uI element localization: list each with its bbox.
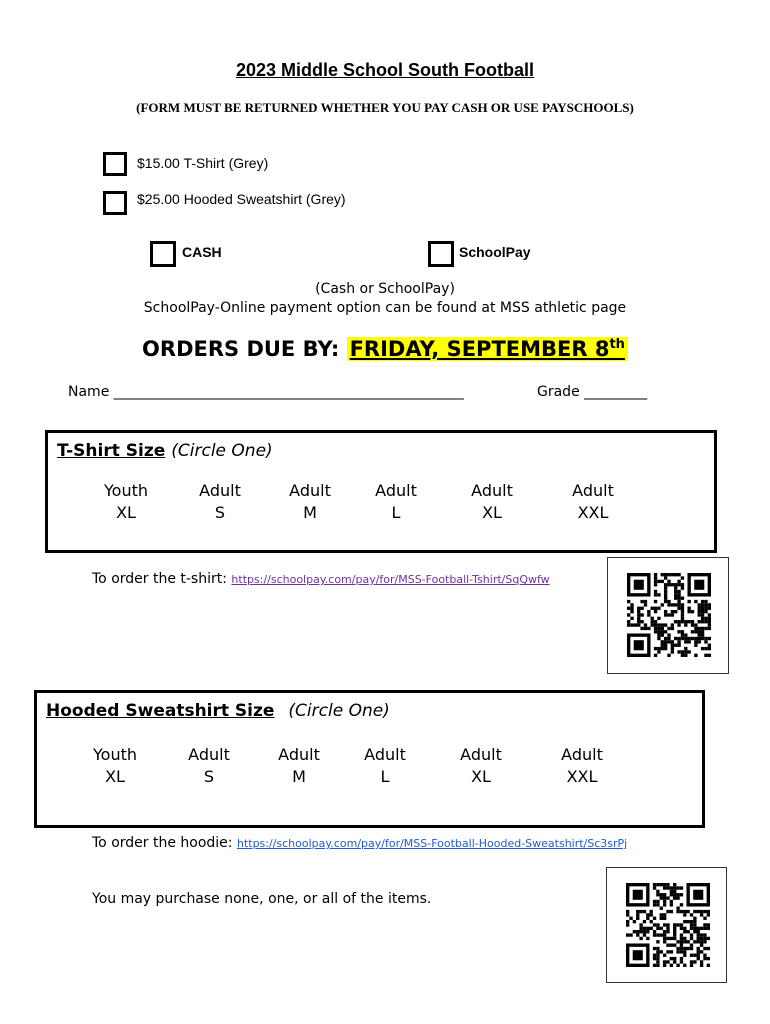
cash-label: CASH — [182, 244, 222, 260]
hoodie-size-box — [34, 690, 705, 828]
schoolpay-online-note: SchoolPay-Online payment option can be found at MSS athletic page — [143, 300, 627, 316]
size-line2: XL — [471, 767, 491, 786]
size-line1: Adult — [364, 745, 406, 764]
hoodie-size-adult-s[interactable] — [169, 744, 249, 788]
hoodie-size-adult-xxl[interactable] — [542, 744, 622, 788]
size-line2: XXL — [577, 503, 609, 522]
hoodie-size-adult-m[interactable] — [259, 744, 339, 788]
hoodie-checkbox[interactable] — [103, 191, 127, 215]
purchase-note: You may purchase none, one, or all of the items. — [92, 891, 432, 907]
grade-row — [537, 384, 647, 400]
orders-due-heading — [0, 337, 770, 361]
size-line2: L — [391, 503, 401, 522]
size-line1: Adult — [460, 745, 502, 764]
tshirt-order-line — [92, 571, 550, 587]
tshirt-order-text: To order the t-shirt: — [92, 571, 227, 587]
orders-due-date-text: FRIDAY, SEPTEMBER 8 — [349, 337, 610, 361]
tshirt-size-adult-s[interactable] — [180, 480, 260, 524]
orders-due-colon: : — [330, 337, 340, 361]
return-notice: (FORM MUST BE RETURNED WHETHER YOU PAY CASH OR USE PAYSCHOOLS) — [136, 100, 634, 115]
hoodie-option-label: $25.00 Hooded Sweatshirt (Grey) — [137, 191, 346, 207]
qr-code-tshirt-frame — [607, 557, 729, 674]
hoodie-size-hint: (Circle One) — [288, 701, 390, 721]
size-line1: Adult — [561, 745, 603, 764]
hoodie-size-adult-l[interactable] — [345, 744, 425, 788]
tshirt-size-adult-m[interactable] — [270, 480, 350, 524]
qr-code-hoodie-frame — [606, 867, 727, 983]
size-line1: Adult — [572, 481, 614, 500]
orders-due-label: ORDERS DUE BY — [142, 337, 331, 361]
hoodie-order-link[interactable]: https://schoolpay.com/pay/for/MSS-Football-Hooded-Sweatshirt/Sc3srPj — [236, 837, 628, 850]
qr-code-icon — [626, 882, 710, 968]
size-line2: XXL — [566, 767, 598, 786]
hoodie-size-heading — [46, 701, 390, 721]
size-line2: XL — [482, 503, 502, 522]
name-row — [68, 384, 464, 400]
size-line1: Adult — [471, 481, 513, 500]
schoolpay-label: SchoolPay — [459, 244, 531, 260]
schoolpay-checkbox[interactable] — [428, 241, 454, 267]
tshirt-size-youth-xl[interactable] — [86, 480, 166, 524]
size-line2: M — [303, 503, 317, 522]
form-title: 2023 Middle School South Football — [235, 60, 535, 80]
size-line2: L — [380, 767, 390, 786]
hoodie-order-line — [92, 835, 627, 851]
size-line2: XL — [116, 503, 136, 522]
tshirt-size-heading — [57, 441, 273, 461]
tshirt-size-box — [45, 430, 717, 553]
tshirt-checkbox[interactable] — [103, 152, 127, 176]
payment-methods-note: (Cash or SchoolPay) — [315, 281, 455, 297]
tshirt-option-label: $15.00 T-Shirt (Grey) — [137, 155, 269, 171]
size-line2: M — [292, 767, 306, 786]
size-line2: S — [214, 503, 226, 522]
hoodie-size-adult-xl[interactable] — [441, 744, 521, 788]
orders-due-date — [347, 337, 628, 361]
size-line2: S — [203, 767, 215, 786]
grade-label: Grade — [537, 384, 580, 400]
tshirt-size-hint: (Circle One) — [171, 441, 273, 461]
tshirt-order-link[interactable]: https://schoolpay.com/pay/for/MSS-Football-Tshirt/SqQwfw — [231, 573, 550, 586]
tshirt-size-title: T-Shirt Size — [57, 441, 166, 461]
hoodie-size-youth-xl[interactable] — [75, 744, 155, 788]
size-line1: Adult — [188, 745, 230, 764]
tshirt-size-adult-xxl[interactable] — [553, 480, 633, 524]
grade-field[interactable]: _________ — [584, 384, 648, 400]
orders-due-date-suffix: th — [609, 337, 625, 352]
qr-code-icon — [627, 572, 711, 658]
size-line1: Adult — [375, 481, 417, 500]
hoodie-order-text: To order the hoodie: — [92, 835, 233, 851]
tshirt-size-adult-xl[interactable] — [452, 480, 532, 524]
size-line1: Youth — [104, 481, 148, 500]
size-line1: Adult — [199, 481, 241, 500]
name-label: Name — [68, 384, 110, 400]
size-line1: Adult — [289, 481, 331, 500]
size-line1: Adult — [278, 745, 320, 764]
tshirt-size-adult-l[interactable] — [356, 480, 436, 524]
size-line1: Youth — [93, 745, 137, 764]
hoodie-size-title: Hooded Sweatshirt Size — [46, 701, 275, 721]
size-line2: XL — [105, 767, 125, 786]
cash-checkbox[interactable] — [150, 241, 176, 267]
name-field[interactable]: __________________________________________________ — [113, 384, 464, 400]
